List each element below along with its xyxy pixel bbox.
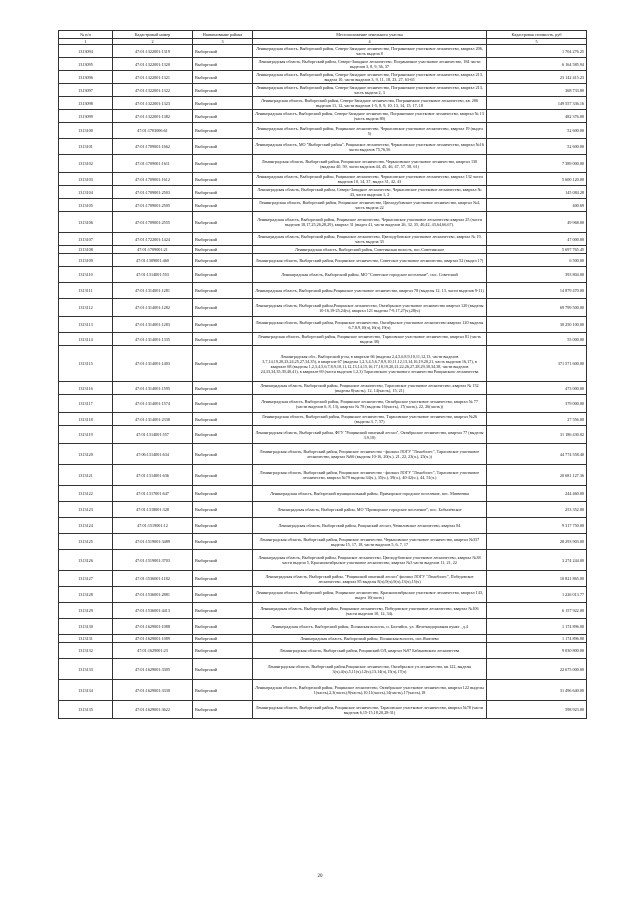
- cadastral-number: 47:01:1318001:328: [113, 502, 193, 518]
- cadastral-value: 5 697 765.45: [487, 246, 587, 254]
- cadastral-value: 7 389 000.00: [487, 155, 587, 173]
- table-row: [59, 395, 587, 413]
- table-row: [59, 186, 587, 199]
- district-name: Выборгский: [193, 254, 253, 267]
- row-number: 1313110: [59, 267, 113, 283]
- district-name: Выборгский: [193, 413, 253, 426]
- cadastral-value: 6 157 922.00: [487, 603, 587, 619]
- cadastral-value: 44 774 558.40: [487, 444, 587, 465]
- district-name: Выборгский: [193, 382, 253, 395]
- cadastral-number: 47:01:1536001:2881: [113, 587, 193, 603]
- row-number: 1313101: [59, 139, 113, 155]
- cadastral-value: 371 571 600.00: [487, 346, 587, 382]
- location-text: Ленинградская область, Выборгский район, Полянская волость, пос.Яшелево: [253, 635, 487, 643]
- table-row: [59, 246, 587, 254]
- cadastral-number: 47:01:1314001:1595: [113, 382, 193, 395]
- cadastral-value: 14 879 470.00: [487, 283, 587, 299]
- column-index: 2: [113, 39, 193, 45]
- table-row: [59, 413, 587, 426]
- district-name: Выборгский: [193, 84, 253, 97]
- table-row: [59, 45, 587, 58]
- table-row: [59, 518, 587, 534]
- location-text: Ленинградская область, Выборгский район, Рощинское лесничество, Цвелодубовское участковое лесничество, квартал №4, часть выдела 22: [253, 199, 487, 212]
- table-row: [59, 199, 587, 212]
- row-number: 1313133: [59, 659, 113, 680]
- table-row: [59, 486, 587, 502]
- cadastral-number: 47:06:1314001:634: [113, 444, 193, 465]
- cadastral-number: 47:01:1322001:1319: [113, 45, 193, 58]
- header-cadastral-number: Кадастровый номер: [113, 31, 193, 39]
- page-number: 20: [317, 874, 323, 879]
- table-row: [59, 680, 587, 701]
- location-text: Ленинградская область, Выборгский район, Северо-Западное лесничество, Черкасовское участковое лесничество, квартал № 43, части выделов 1, 2: [253, 186, 487, 199]
- district-name: Выборгский: [193, 444, 253, 465]
- location-text: Ленинградская область, Выборгский район,Рощинское участковое лесничество, квартал 78 (выделы 12, 13, части выделов 9-11): [253, 283, 487, 299]
- row-number: 1313115: [59, 346, 113, 382]
- location-text: Ленинградская область, Выборгский район, Рощинское лесничество - филиал ЛОГУ "Ленобллес", Тарасовское участковое лесничество, квартал №79 выделы 34(ч.), 35(ч.), 39(ч.), 40-42(ч.), 44, 51(ч.): [253, 465, 487, 486]
- location-text: Ленинградская область, Выборгский район,Рощинское лесничество, Октябрьское участковое лесничество квартал 120 (выделы 10-16,19-25,24(ч), квартал 121 выделы 7-9,17,27(ч),28(ч): [253, 299, 487, 317]
- cadastral-number: 47:01:1317001:647: [113, 486, 193, 502]
- column-index: 1: [59, 39, 113, 45]
- table-row: [59, 123, 587, 139]
- row-number: 1313094: [59, 45, 113, 58]
- cadastral-number: 47:01:1322001:1322: [113, 84, 193, 97]
- row-number: 1313100: [59, 123, 113, 139]
- cadastral-value: 244 460.00: [487, 486, 587, 502]
- cadastral-value: 6 164 585.94: [487, 58, 587, 71]
- cadastral-value: 31 496 640.00: [487, 680, 587, 701]
- cadastral-number: 47:01:1629001:3305: [113, 659, 193, 680]
- location-text: Ленинградская область, Выборгский район, Рощинский лесхоз, Чемиловское лесничество, квартал 84: [253, 518, 487, 534]
- location-text: Ленинградская область, Выборгский район, Полянская волость, п. Балтийск, ул. Железнодорожная пункт , д.4: [253, 619, 487, 635]
- table-row: [59, 155, 587, 173]
- table-row: [59, 212, 587, 233]
- location-text: Ленинградская область, Выборгский район, МО "Приморское городское поселение", пос. Бобылёвское: [253, 502, 487, 518]
- district-name: Выборгский: [193, 550, 253, 571]
- row-number: 1313124: [59, 518, 113, 534]
- cadastral-value: 52 600.00: [487, 123, 587, 139]
- header-cadastral-value: Кадастровая стоимость, руб: [487, 31, 587, 39]
- table-row: [59, 58, 587, 71]
- cadastral-value-table: [58, 30, 587, 719]
- table-row: [59, 603, 587, 619]
- row-number: 1313113: [59, 317, 113, 333]
- location-text: Ленинградская область, Выборгский район, Рощинское лесничество, Тарасовское участковое лесничество, квартал №26 (выделы 3, 7, 57): [253, 413, 487, 426]
- district-name: Выборгский: [193, 45, 253, 58]
- district-name: Выборгский: [193, 465, 253, 486]
- location-text: Ленинградская область, Выборгский район, МО "Советское городское поселение", пос. Советский: [253, 267, 487, 283]
- district-name: Выборгский: [193, 502, 253, 518]
- district-name: Выборгский: [193, 212, 253, 233]
- cadastral-number: 47:01:1709001:2555: [113, 212, 193, 233]
- cadastral-number: 47:01:1314001:1403: [113, 346, 193, 382]
- location-text: Ленинградская область, Выборгский район, Рощинское лесничество, Победовское участковое лесничество, квартал №106 (части выделов 10, 12, 34).: [253, 603, 487, 619]
- location-text: Ленинградская область, Выборгский район, "Рощинский опытный лесхоз" филиал ЛОГУ "Ленобллес", Победовское лесничество, квартал 85 выделы 8(ч),9(ч),9(ч),13(ч),15(ч): [253, 571, 487, 587]
- cadastral-number: 47:01:1629001:3330: [113, 680, 193, 701]
- cadastral-value: 49 968.00: [487, 212, 587, 233]
- column-index: 5: [487, 39, 587, 45]
- table-row: [59, 571, 587, 587]
- row-number: 1313121: [59, 465, 113, 486]
- location-text: Ленинградская область, Выборгский район, Рощинское лесничество, Черкасовское участковое лесничество, квартал 132 части выделов 10, 14, 37, выдел 31, 42, 43: [253, 173, 487, 186]
- location-text: Ленинградская обл., Выборгский р-он, в квартале 66 (выделы 2,4,5,6,8,9,10,11,12,13, части выделов 3,7,14,19,20,23,24,25,27,34,35), в квартале 67 (выделы 1,2,3,4,5,6,7,8,9,10,11,12,13,14,16,19,20,21, часть выделов 16,17), в квартале 68 (выделы 1,2,3,4,5,6,7,8,9,10,11,12,13,14,15,16,17,18,19,20,21,22,26,27,28,29,30,34,38, части выделов 24,33,34,35,39,40,41), в квартале 69 (части выделов 1,2,3) Тарасовского участкового лесничества Рощинского лесничества: [253, 346, 487, 382]
- district-name: Выборгский: [193, 155, 253, 173]
- table-row: [59, 173, 587, 186]
- location-text: Ленинградская область, Выборгский район, Северо-Западное лесничество, Пограничное участковое лесничество, кв. 206 выделов 11, 12, части выделов 1-5, 8, 9, 10, 13, 14, 15, 17, 18: [253, 97, 487, 110]
- cadastral-value: 20 681 127.36: [487, 465, 587, 486]
- row-number: 1313123: [59, 502, 113, 518]
- cadastral-value: 22 675 000.00: [487, 659, 587, 680]
- cadastral-number: 47:01:1314001:1335: [113, 333, 193, 346]
- district-name: Выборгский: [193, 186, 253, 199]
- row-number: 1313108: [59, 246, 113, 254]
- cadastral-number: 47:01:1629001:1088: [113, 619, 193, 635]
- location-text: Ленинградская область, Выборгский муниципальный район, Приморское городское поселение, пос. Матвеевка: [253, 486, 487, 502]
- district-name: Выборгский: [193, 139, 253, 155]
- row-number: 1313102: [59, 155, 113, 173]
- district-name: Выборгский: [193, 173, 253, 186]
- row-number: 1313112: [59, 299, 113, 317]
- cadastral-number: 47:01:1709001:1612: [113, 173, 193, 186]
- cadastral-value: 1 226 013.77: [487, 587, 587, 603]
- row-number: 1313109: [59, 254, 113, 267]
- cadastral-number: 47:01:1314001:557: [113, 426, 193, 444]
- cadastral-number: 47:01:1314001:1283: [113, 317, 193, 333]
- table-row: [59, 299, 587, 317]
- cadastral-number: 47:01:1709001:1662: [113, 139, 193, 155]
- row-number: 1313104: [59, 186, 113, 199]
- district-name: Выборгский: [193, 110, 253, 123]
- district-name: Выборгский: [193, 283, 253, 299]
- location-text: Ленинградская область, Выборгский район, Северо-Западное лесничество, Пограничное участковое лесничество, квартал 206, часть выдела 8: [253, 45, 487, 58]
- cadastral-number: 47:01:1519001:3489: [113, 534, 193, 550]
- row-number: 1313111: [59, 283, 113, 299]
- table-row: [59, 635, 587, 643]
- row-number: 1313120: [59, 444, 113, 465]
- cadastral-value: 31 186 430.02: [487, 426, 587, 444]
- row-number: 1313122: [59, 486, 113, 502]
- row-number: 1313126: [59, 550, 113, 571]
- cadastral-number: 47:01:1309001:460: [113, 254, 193, 267]
- cadastral-number: 47:01:1314001:553: [113, 267, 193, 283]
- row-number: 1313098: [59, 97, 113, 110]
- cadastral-number: 47:01:1722001:1424: [113, 233, 193, 246]
- cadastral-value: 5 600 120.00: [487, 173, 587, 186]
- cadastral-value: 473 000.00: [487, 382, 587, 395]
- location-text: Ленинградская область, Выборгский район, Северо-Западное лесничество, Пограничное участковое лесничество, квартал 213, выдела 10, части выделов 3, 9, 11, 18, 23, 27, 63-65: [253, 71, 487, 84]
- district-name: Выборгский: [193, 659, 253, 680]
- district-name: Выборгский: [193, 486, 253, 502]
- row-number: 1313135: [59, 701, 113, 719]
- cadastral-number: 47:01:1314001:1574: [113, 395, 193, 413]
- location-text: Ленинградская область, Выборгский район, Рощинское лесничество, Октябрьское участковое лесничество квартал 120 выделы 6,7,8,9,10(ч),16(ч),19(ч): [253, 317, 487, 333]
- location-text: Ленинградская область, Выборгский район, Советинская волость, пос.Советинское: [253, 246, 487, 254]
- location-text: Ленинградская область, Выборгский район, Рощинское лесничество, Тарасовское участковое лесничество, квартал 81 (часть выдела 38): [253, 333, 487, 346]
- table-row: [59, 346, 587, 382]
- table-row: [59, 426, 587, 444]
- row-number: 1313117: [59, 395, 113, 413]
- cadastral-number: 47:01:1519001:12: [113, 518, 193, 534]
- location-text: Ленинградская область, Выборгский район, Северо-Западное лесничество, Пограничное участковое лесничество, 184 части выделов 3, 8, 9, 36, 37: [253, 58, 487, 71]
- location-text: Ленинградская область, Выборгский район, Рощинское лесничество, Цвелодубовское участковое лесничество, квартал №38 части выдела 5, Краснооктябрьское участковое лесничество, квартал №3 части выделов 11, 21, 22: [253, 550, 487, 571]
- row-number: 1313118: [59, 413, 113, 426]
- row-number: 1313125: [59, 534, 113, 550]
- row-number: 1313132: [59, 643, 113, 659]
- row-number: 1313128: [59, 587, 113, 603]
- table-row: [59, 643, 587, 659]
- location-text: Ленинградская область, Выборгский район, ФГУ "Рощинский опытный лесхоз", Октябрьское лесничество, квартал 77 (выделы 3,9,10): [253, 426, 487, 444]
- row-number: 1313095: [59, 58, 113, 71]
- location-text: Ленинградская область, Выборгский район, Рощинское лесничество, Черкасовское участковое лесничество, квартал 19 (выдел 5): [253, 123, 487, 139]
- district-name: Выборгский: [193, 233, 253, 246]
- cadastral-value: 55 000.00: [487, 333, 587, 346]
- district-name: Выборгский: [193, 317, 253, 333]
- row-number: 1313114: [59, 333, 113, 346]
- district-name: Выборгский: [193, 603, 253, 619]
- location-text: Ленинградская область, Выборгский район, Рощинское лесничество, Тарасовское участковое лесничество, квартал № 152 (выделы 8(часть), 12, 14(часть), 15, 21): [253, 382, 487, 395]
- header-district: Наименование района: [193, 31, 253, 39]
- table-row: [59, 71, 587, 84]
- cadastral-value: 145 084.28: [487, 186, 587, 199]
- district-name: Выборгский: [193, 123, 253, 139]
- cadastral-value: 10 821 865.00: [487, 571, 587, 587]
- row-number: 1313096: [59, 71, 113, 84]
- cadastral-value: 47 000.00: [487, 233, 587, 246]
- cadastral-number: 47:01:1322001:1321: [113, 71, 193, 84]
- district-name: Выборгский: [193, 246, 253, 254]
- location-text: Ленинградская область, Выборгский район, Рощинский ОЛ, квартал №97 Бабановского лесничества: [253, 643, 487, 659]
- cadastral-number: 47:01:1536001:1182: [113, 571, 193, 587]
- district-name: Выборгский: [193, 71, 253, 84]
- cadastral-number: 47:01:1629001:23: [113, 643, 193, 659]
- location-text: Ленинградская область, Выборгский район, Рощинское лесничество, Тарасовское участковое лесничество, квартал №78 (части выделов 6,15-15,18,20,28-31): [253, 701, 487, 719]
- cadastral-value: 1 174 896.00: [487, 619, 587, 635]
- table-header-row: [59, 31, 587, 39]
- row-number: 1313119: [59, 426, 113, 444]
- table-row: [59, 502, 587, 518]
- row-number: 1313134: [59, 680, 113, 701]
- table-row: [59, 587, 587, 603]
- district-name: Выборгский: [193, 395, 253, 413]
- cadastral-value: 149 557 336.16: [487, 97, 587, 110]
- cadastral-value: 28 293 903.00: [487, 534, 587, 550]
- location-text: Ленинградская область, Выборгский район, Северо-Западное лесничество, Пограничное участковое лесничество, квартал № 13 (часть выдела 80): [253, 110, 487, 123]
- table-row: [59, 110, 587, 123]
- row-number: 1313107: [59, 233, 113, 246]
- table-row: [59, 139, 587, 155]
- district-name: Выборгский: [193, 518, 253, 534]
- row-number: 1313105: [59, 199, 113, 212]
- cadastral-value: 368 733.80: [487, 84, 587, 97]
- cadastral-value: 598 923.00: [487, 701, 587, 719]
- location-text: Ленинградская область, МО "Выборгский район", Рощинское лесничество, Черкасовское участковое лесничество, квартал №16 части выделов 75,76,56: [253, 139, 487, 155]
- cadastral-number: 47:01:1709001:21: [113, 246, 193, 254]
- cadastral-value: 30 250 100.00: [487, 317, 587, 333]
- table-row: [59, 619, 587, 635]
- header-location: Местоположение земельного участка: [253, 31, 487, 39]
- cadastral-value: 1 704 276.25: [487, 45, 587, 58]
- location-text: Ленинградская область, Выборгский район, Рощинское лесничество, Октябрьское участковое лесничество, квартал 122 выделы 1(часть),2,3(часть),9(часть),10,11(часть),14(часть),17(часть),18: [253, 680, 487, 701]
- table-row: [59, 701, 587, 719]
- district-name: Выборгский: [193, 680, 253, 701]
- district-name: Выборгский: [193, 587, 253, 603]
- cadastral-number: 47:01:1314001:1282: [113, 299, 193, 317]
- cadastral-number: 47:01:1322001:1382: [113, 110, 193, 123]
- table-row: [59, 534, 587, 550]
- cadastral-number: 47:01:1314001:2338: [113, 413, 193, 426]
- cadastral-value: 23 142 415.23: [487, 71, 587, 84]
- location-text: Ленинградская область, Выборгский район,Рощинское лесничество, Октябрьское уч.лесничество, кв.122, выделы 3(ч),4(ч),5,11(ч),12(ч),13,14(ч),15(ч),17(ч): [253, 659, 487, 680]
- location-text: Ленинградская область, Выборгский район, Рощинское лесничество, Краснооктябрьское участковое лесничество, квартал 143, выдел 10(часть): [253, 587, 487, 603]
- header-number: № п/п: [59, 31, 113, 39]
- row-number: 1313131: [59, 635, 113, 643]
- location-text: Ленинградская область, Выборгский район, Рощинское лесничество, Черкасовское участковое лесничество, квартал №337 выделы 15, 17, 18, части выделов 5, 6, 7, 17: [253, 534, 487, 550]
- cadastral-value: 393 804.00: [487, 267, 587, 283]
- cadastral-number: 47:01:1322001:1323: [113, 97, 193, 110]
- location-text: Ленинградская область, Выборгский район, Рощинское лесничество, Черкасовское участковое лесничество, квартал 130 (выделы 40, 59, части выделов 44, 45, 46, 47, 57, 58, 61): [253, 155, 487, 173]
- district-name: Выборгский: [193, 199, 253, 212]
- cadastral-value: 6 500.00: [487, 254, 587, 267]
- cadastral-value: 379 000.00: [487, 395, 587, 413]
- row-number: 1313129: [59, 603, 113, 619]
- table-row: [59, 84, 587, 97]
- district-name: Выборгский: [193, 346, 253, 382]
- table-row: [59, 550, 587, 571]
- table-row: [59, 97, 587, 110]
- district-name: Выборгский: [193, 619, 253, 635]
- table-row: [59, 267, 587, 283]
- table-row: [59, 283, 587, 299]
- row-number: 1313097: [59, 84, 113, 97]
- cadastral-value: 482 376.00: [487, 110, 587, 123]
- cadastral-value: 9 317 750.00: [487, 518, 587, 534]
- table-row: [59, 382, 587, 395]
- district-name: Выборгский: [193, 267, 253, 283]
- row-number: 1313103: [59, 173, 113, 186]
- table-row: [59, 465, 587, 486]
- district-name: Выборгский: [193, 701, 253, 719]
- cadastral-number: 47:01:1709001:2503: [113, 186, 193, 199]
- cadastral-number: 47:01:1314001:636: [113, 465, 193, 486]
- table-row: [59, 333, 587, 346]
- row-number: 1313130: [59, 619, 113, 635]
- table-row: [59, 254, 587, 267]
- table-row: [59, 233, 587, 246]
- district-name: Выборгский: [193, 571, 253, 587]
- cadastral-value: 253 352.00: [487, 502, 587, 518]
- table-row: [59, 317, 587, 333]
- cadastral-number: 47:01:1519001:3703: [113, 550, 193, 571]
- row-number: 1313127: [59, 571, 113, 587]
- cadastral-number: 47:01:1709001:1611: [113, 155, 193, 173]
- table-row: [59, 444, 587, 465]
- district-name: Выборгский: [193, 534, 253, 550]
- row-number: 1313116: [59, 382, 113, 395]
- cadastral-value: 52 600.00: [487, 139, 587, 155]
- cadastral-number: 47:01:1314001:1281: [113, 283, 193, 299]
- cadastral-value: 3 274 244.00: [487, 550, 587, 571]
- cadastral-value: 69 799 500.00: [487, 299, 587, 317]
- district-name: Выборгский: [193, 426, 253, 444]
- column-index: 3: [193, 39, 253, 45]
- row-number: 1313106: [59, 212, 113, 233]
- cadastral-number: 47:01:1709001:2505: [113, 199, 193, 212]
- cadastral-number: 47:01:1703006:61: [113, 123, 193, 139]
- cadastral-number: 47:01:1322001:1320: [113, 58, 193, 71]
- table-row: [59, 659, 587, 680]
- location-text: Ленинградская область, Выборгский район, Рощинское лесничество - филиал ЛОГУ "Ленобллес", Тарасовское участковое лесничество, квартал №66 (выделы 10-16, 20(ч.), 21, 22, 23(ч.), 25(ч.)): [253, 444, 487, 465]
- location-text: Ленинградская область, Выборгский район, Рощинское лесничество, Октябрьское участковое лесничество, квартал № 77 (части выделов 6, 8, 13), квартал № 78 (выделы 16(часть), 17(часть), 22, 26(часть)): [253, 395, 487, 413]
- location-text: Ленинградская область, Выборгский район, Северо-Западное лесничество, Пограничное участковое лесничество, квартал 213, часть выдела 2, 3: [253, 84, 487, 97]
- location-text: Ленинградская область, Выборгский район, Рощинское лесничество, Советское участковое лесничество, квартал 52 (выдел 17): [253, 254, 487, 267]
- cadastral-value: 1 174 896.00: [487, 635, 587, 643]
- cadastral-value: 27 556.00: [487, 413, 587, 426]
- cadastral-number: 47:01:1536001:4413: [113, 603, 193, 619]
- cadastral-value: 9 030 800.00: [487, 643, 587, 659]
- cadastral-number: 47:01:1629001:1089: [113, 635, 193, 643]
- district-name: Выборгский: [193, 299, 253, 317]
- location-text: Ленинградская область, Выборгский район, Рощинское лесничество, Цвелодубовское участковое лесничество, квартал № 19, часть выдела 33: [253, 233, 487, 246]
- cadastral-number: 47:01:1629001:3622: [113, 701, 193, 719]
- location-text: Ленинградская область, Выборгский район, Рощинское лесничество, Черкасовское участковое лесничество квартал 25 (части выделов 18,17,25,26,28,29), квартал 31 (выдел 41, части выделов 26, 32, 35, 40,42, 43,64,66,67).: [253, 212, 487, 233]
- cadastral-value: 400.69: [487, 199, 587, 212]
- district-name: Выборгский: [193, 333, 253, 346]
- table-body: [59, 45, 587, 719]
- district-name: Выборгский: [193, 635, 253, 643]
- column-index: 4: [253, 39, 487, 45]
- district-name: Выборгский: [193, 58, 253, 71]
- district-name: Выборгский: [193, 97, 253, 110]
- row-number: 1313099: [59, 110, 113, 123]
- district-name: Выборгский: [193, 643, 253, 659]
